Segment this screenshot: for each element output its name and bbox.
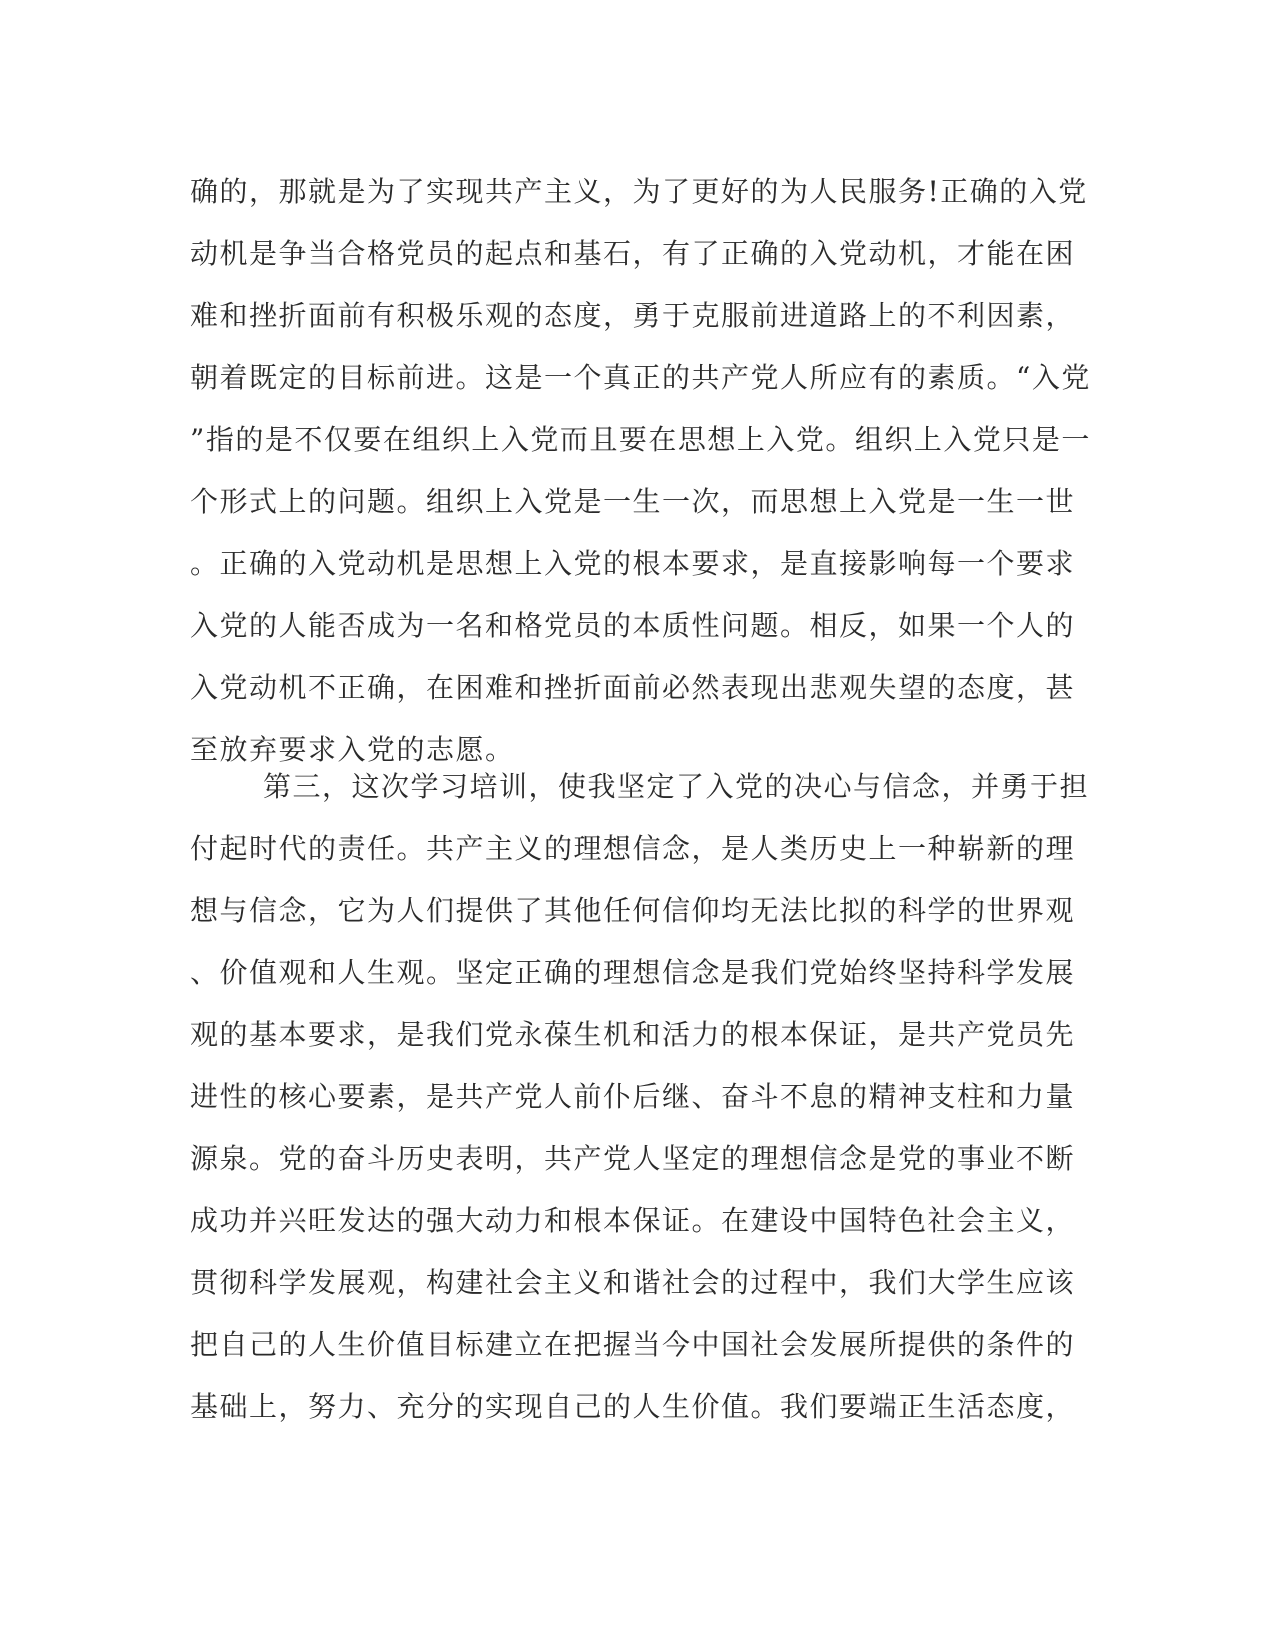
text-line: 入党动机不正确，在困难和挫折面前必然表现出悲观失望的态度，甚 (190, 671, 1076, 704)
text-line: 把自己的人生价值目标建立在把握当今中国社会发展所提供的条件的 (190, 1328, 1076, 1361)
text-line: 成功并兴旺发达的强大动力和根本保证。在建设中国特色社会主义， (190, 1204, 1076, 1237)
text-line: 至放弃要求入党的志愿。 (190, 733, 515, 766)
text-line: 源泉。党的奋斗历史表明，共产党人坚定的理想信念是党的事业不断 (190, 1142, 1076, 1175)
text-line: 。正确的入党动机是思想上入党的根本要求，是直接影响每一个要求 (190, 547, 1076, 580)
text-line-first-indented: 第三，这次学习培训，使我坚定了入党的决心与信念，并勇于担 (263, 770, 1090, 803)
text-line: 确的，那就是为了实现共产主义，为了更好的为人民服务!正确的入党 (190, 175, 1088, 208)
paragraph-third-point (190, 756, 1090, 1438)
text-line: 动机是争当合格党员的起点和基石，有了正确的入党动机，才能在困 (190, 237, 1076, 270)
text-line: 贯彻科学发展观，构建社会主义和谐社会的过程中，我们大学生应该 (190, 1266, 1076, 1299)
paragraph-continued (190, 161, 1090, 781)
text-line: 进性的核心要素，是共产党人前仆后继、奋斗不息的精神支柱和力量 (190, 1080, 1076, 1113)
text-line: 、价值观和人生观。坚定正确的理想信念是我们党始终坚持科学发展 (190, 956, 1076, 989)
text-line: 朝着既定的目标前进。这是一个真正的共产党人所应有的素质。“入党 (190, 361, 1091, 394)
text-line: 个形式上的问题。组织上入党是一生一次，而思想上入党是一生一世 (190, 485, 1076, 518)
text-line: ”指的是不仅要在组织上入党而且要在思想上入党。组织上入党只是一 (190, 423, 1091, 456)
text-line: 基础上，努力、充分的实现自己的人生价值。我们要端正生活态度， (190, 1390, 1076, 1423)
text-line: 观的基本要求，是我们党永葆生机和活力的根本保证，是共产党员先 (190, 1018, 1076, 1051)
text-line: 难和挫折面前有积极乐观的态度，勇于克服前进道路上的不利因素， (190, 299, 1076, 332)
text-line: 想与信念，它为人们提供了其他任何信仰均无法比拟的科学的世界观 (190, 894, 1076, 927)
text-line: 付起时代的责任。共产主义的理想信念，是人类历史上一种崭新的理 (190, 832, 1076, 865)
text-line: 入党的人能否成为一名和格党员的本质性问题。相反，如果一个人的 (190, 609, 1076, 642)
